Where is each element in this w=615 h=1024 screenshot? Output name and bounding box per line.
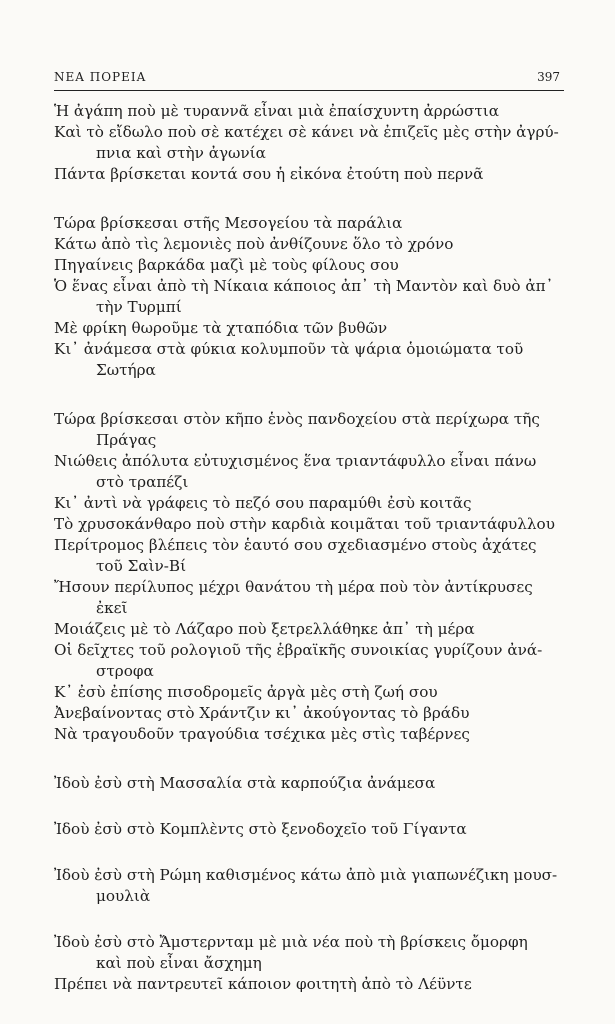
verse-line xyxy=(54,255,569,276)
verse-line xyxy=(54,101,569,122)
verse-continuation: στὸ τραπέζι xyxy=(96,473,189,491)
stanza xyxy=(54,409,569,745)
verse-line xyxy=(54,819,569,840)
verse-text: Τώρα βρίσκεσαι στῆς Μεσογείου τὰ παράλια xyxy=(54,214,403,232)
verse-text: Κι᾽ ἀντὶ νὰ γράφεις τὸ πεζό σου παραμύθι ἐσὺ κοιτᾶς xyxy=(54,494,472,512)
verse-text: Μὲ φρίκη θωροῦμε τὰ χταπόδια τῶν βυθῶν xyxy=(54,319,388,337)
verse-text: Πηγαίνεις βαρκάδα μαζὶ μὲ τοὺς φίλους σου xyxy=(54,256,399,274)
verse-line xyxy=(54,865,569,907)
running-header xyxy=(54,68,564,91)
verse-continuation: πνια καὶ στὴν ἀγωνία xyxy=(96,144,266,162)
page-number: 397 xyxy=(537,70,560,84)
verse-text: Ἤσουν περίλυπος μέχρι θανάτου τὴ μέρα ποὺ τὸν ἀντίκρυσες xyxy=(54,578,533,596)
verse-line xyxy=(54,577,569,619)
verse-text: Μοιάζεις μὲ τὸ Λάζαρο ποὺ ξετρελλάθηκε ἀπ᾽ τὴ μέρα xyxy=(54,620,475,638)
verse-line xyxy=(54,514,569,535)
verse-line xyxy=(54,409,569,451)
stanza xyxy=(54,932,569,995)
verse-line xyxy=(54,493,569,514)
verse-text: Ἰδοὺ ἐσὺ στὸ Ἄμστερνταμ μὲ μιὰ νέα ποὺ τὴ βρίσκεις ὄμορφη xyxy=(54,933,528,951)
verse-line xyxy=(54,703,569,724)
verse-text: Κ᾽ ἐσὺ ἐπίσης πισοδρομεῖς ἀργὰ μὲς στὴ ζωή σου xyxy=(54,683,438,701)
verse-continuation: τὴν Τυρμπί xyxy=(96,298,182,316)
verse-continuation: τοῦ Σαὶν-Βί xyxy=(96,557,187,575)
verse-line xyxy=(54,451,569,493)
verse-line xyxy=(54,640,569,682)
verse-line xyxy=(54,234,569,255)
verse-text: Ἡ ἀγάπη ποὺ μὲ τυραννᾶ εἶναι μιὰ ἐπαίσχυντη ἀρρώστια xyxy=(54,102,499,120)
verse-text: Ἰδοὺ ἐσὺ στὴ Ρώμη καθισμένος κάτω ἀπὸ μιὰ γιαπωνέζικη μουσ- xyxy=(54,866,558,884)
verse-line xyxy=(54,318,569,339)
verse-line xyxy=(54,535,569,577)
verse-line xyxy=(54,682,569,703)
verse-line xyxy=(54,932,569,974)
verse-continuation: στροφα xyxy=(96,662,154,680)
verse-text: Πρέπει νὰ παντρευτεῖ κάποιον φοιτητὴ ἀπὸ τὸ Λέϋντε xyxy=(54,975,472,993)
verse-text: Καὶ τὸ εἴδωλο ποὺ σὲ κατέχει σὲ κάνει νὰ ἐπιζεῖς μὲς στὴν ἀγρύ- xyxy=(54,123,559,141)
verse-continuation: ἐκεῖ xyxy=(96,599,128,617)
verse-line xyxy=(54,974,569,995)
verse-line xyxy=(54,339,569,381)
verse-continuation: Πράγας xyxy=(96,431,157,449)
verse-line xyxy=(54,619,569,640)
stanza xyxy=(54,773,569,794)
stanza xyxy=(54,213,569,381)
verse-text: Νὰ τραγουδοῦν τραγούδια τσέχικα μὲς στὶς ταβέρνες xyxy=(54,725,470,743)
verse-continuation: καὶ ποὺ εἶναι ἄσχημη xyxy=(96,954,262,972)
journal-title: ΝΕΑ ΠΟΡΕΙΑ xyxy=(54,70,147,84)
stanza xyxy=(54,101,569,185)
verse-line xyxy=(54,122,569,164)
stanza xyxy=(54,819,569,840)
verse-continuation: Σωτήρα xyxy=(96,361,156,379)
verse-text: Τώρα βρίσκεσαι στὸν κῆπο ἑνὸς πανδοχείου στὰ περίχωρα τῆς xyxy=(54,410,540,428)
verse-text: Κάτω ἀπὸ τὶς λεμονιὲς ποὺ ἀνθίζουνε ὅλο τὸ χρόνο xyxy=(54,235,454,253)
verse-text: Τὸ χρυσοκάνθαρο ποὺ στὴν καρδιὰ κοιμᾶται τοῦ τριαντάφυλλου xyxy=(54,515,555,533)
verse-line xyxy=(54,164,569,185)
verse-text: Ἀνεβαίνοντας στὸ Χράντζιν κι᾽ ἀκούγοντας τὸ βράδυ xyxy=(54,704,470,722)
stanza xyxy=(54,865,569,907)
verse-text: Περίτρομος βλέπεις τὸν ἑαυτό σου σχεδιασμένο στοὺς ἀχάτες xyxy=(54,536,537,554)
verse-text: Κι᾽ ἀνάμεσα στὰ φύκια κολυμποῦν τὰ ψάρια ὁμοιώματα τοῦ xyxy=(54,340,524,358)
verse-text: Ἰδοὺ ἐσὺ στὸ Κομπλὲντς στὸ ξενοδοχεῖο τοῦ Γίγαντα xyxy=(54,820,467,838)
poem-body xyxy=(54,101,569,1023)
verse-line xyxy=(54,773,569,794)
verse-text: Οἱ δεῖχτες τοῦ ρολογιοῦ τῆς ἑβραϊκῆς συνοικίας γυρίζουν ἀνά- xyxy=(54,641,543,659)
verse-text: Ἰδοὺ ἐσὺ στὴ Μασσαλία στὰ καρπούζια ἀνάμεσα xyxy=(54,774,436,792)
verse-continuation: μουλιὰ xyxy=(96,887,151,905)
verse-text: Νιώθεις ἀπόλυτα εὐτυχισμένος ἕνα τριαντάφυλλο εἶναι πάνω xyxy=(54,452,537,470)
verse-text: Πάντα βρίσκεται κοντά σου ἡ εἰκόνα ἐτούτη ποὺ περνᾶ xyxy=(54,165,484,183)
verse-line xyxy=(54,724,569,745)
verse-line xyxy=(54,213,569,234)
verse-text: Ὁ ἕνας εἶναι ἀπὸ τὴ Νίκαια κάποιος ἀπ᾽ τὴ Μαντὸν καὶ δυὸ ἀπ᾽ xyxy=(54,277,554,295)
verse-line xyxy=(54,276,569,318)
